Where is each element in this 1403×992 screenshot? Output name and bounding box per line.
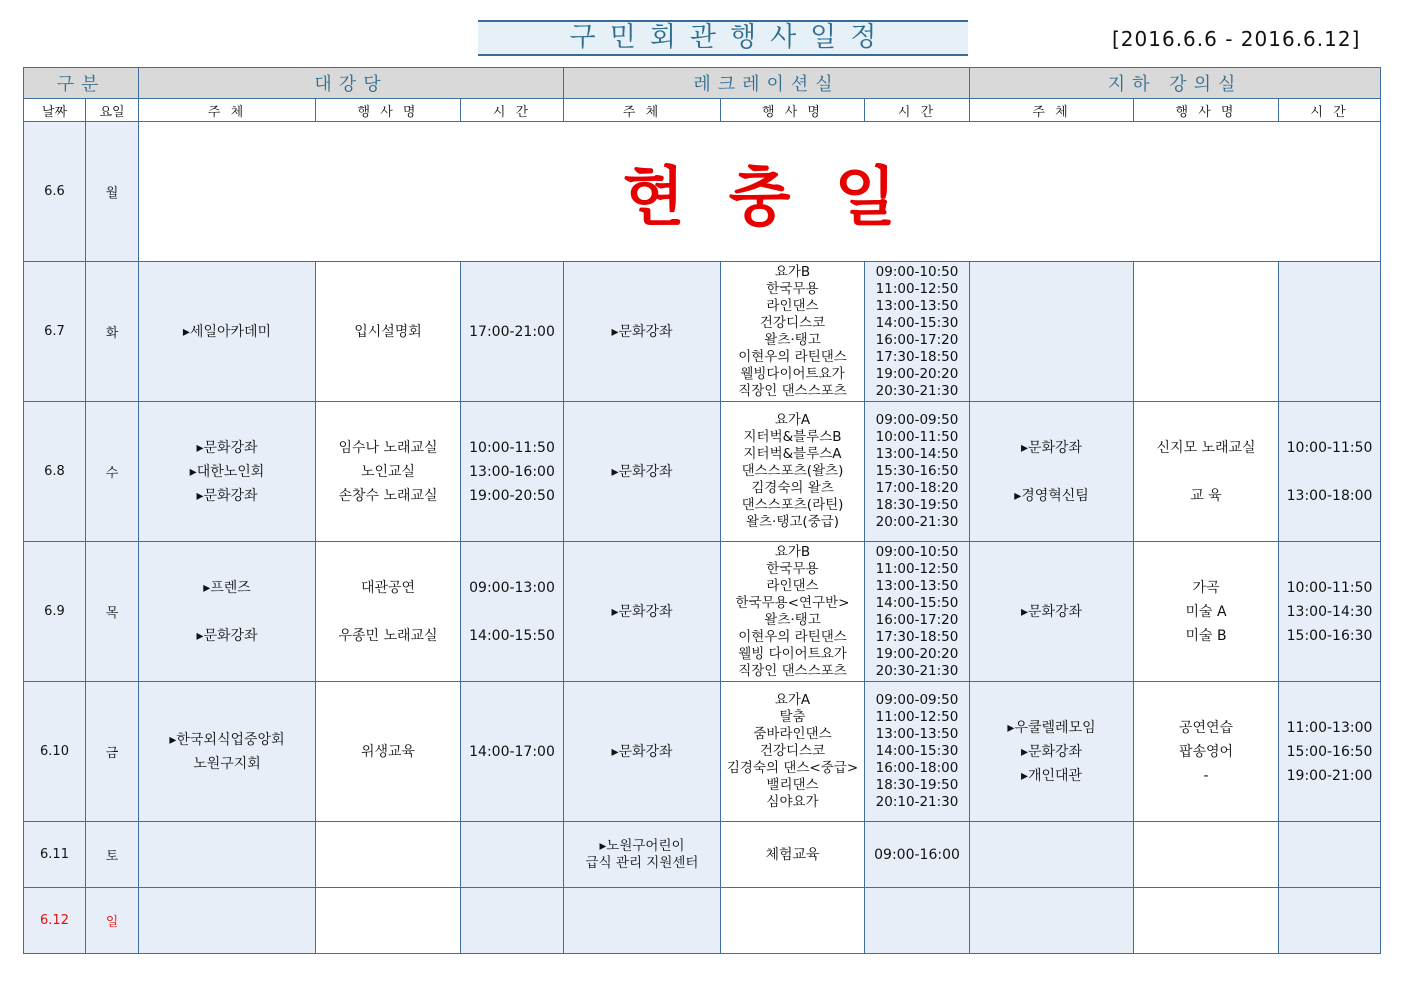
cell-line: 라인댄스 [766, 577, 819, 594]
rec-time-cell [865, 682, 970, 822]
date-cell: 6.10 [24, 682, 86, 822]
base-event-cell [1134, 262, 1279, 402]
cell-line: 공연연습 [1178, 719, 1234, 736]
cell-line: 체험교육 [765, 846, 820, 863]
cell-line: 14:00-17:00 [469, 743, 555, 760]
cell-line: 20:00-21:30 [875, 514, 959, 530]
cell-line: 17:00-18:20 [875, 480, 959, 496]
hall-host-cell [139, 402, 316, 542]
rec-event-cell [721, 542, 865, 682]
rec-time-cell [865, 542, 970, 682]
base-event-cell [1134, 888, 1279, 954]
cell-line [461, 600, 563, 624]
cell-line: 신지모 노래교실 [1156, 439, 1256, 456]
base-host-cell [970, 822, 1134, 888]
hall-time-cell [461, 682, 564, 822]
cell-line: 한국무용 [766, 280, 819, 297]
cell-line: 11:00-12:50 [875, 709, 959, 725]
base-host-cell [970, 888, 1134, 954]
cell-line: 17:00-21:00 [469, 323, 555, 340]
cell-line: 13:00-18:00 [1286, 487, 1373, 504]
header-event: 행 사 명 [1134, 99, 1279, 122]
cell-line: 심야요가 [766, 794, 819, 810]
cell-line: 09:00-16:00 [874, 846, 960, 863]
header-host: 주 체 [564, 99, 721, 122]
header-basement: 지하 강의실 [970, 68, 1381, 99]
rec-event-cell [721, 682, 865, 822]
cell-line: ▸대한노인회 [189, 463, 265, 480]
rec-host-cell [564, 822, 721, 888]
cell-line: 20:30-21:30 [875, 382, 959, 399]
hall-host-cell [139, 542, 316, 682]
hall-time-cell [461, 888, 564, 954]
cell-line: ▸문화강좌 [196, 487, 258, 504]
rec-event-cell [721, 822, 865, 888]
cell-line: 18:30-19:50 [875, 497, 959, 513]
rec-event-cell [721, 888, 865, 954]
cell-line: 10:00-11:50 [1286, 579, 1373, 596]
cell-line: 교 육 [1190, 487, 1222, 504]
cell-line: 한국무용<연구반> [735, 594, 850, 611]
cell-line: ▸세일아카데미 [182, 323, 272, 340]
base-time-cell [1279, 682, 1381, 822]
cell-line: ▸문화강좌 [1020, 743, 1083, 760]
cell-line: 이현우의 라틴댄스 [738, 348, 847, 365]
cell-line: 19:00-20:20 [875, 365, 959, 382]
cell-line: 13:00-16:00 [469, 463, 555, 480]
page-title: 구민회관행사일정 [569, 22, 891, 53]
header-time: 시 간 [1279, 99, 1381, 122]
cell-line: ▸노원구어린이 [599, 837, 685, 854]
cell-line: 11:00-12:50 [875, 280, 959, 297]
cell-line: 16:00-17:20 [875, 331, 959, 348]
cell-line: 라인댄스 [766, 297, 819, 314]
cell-line: 대관공연 [360, 579, 416, 596]
cell-line: 가곡 [1192, 579, 1220, 596]
cell-line: 13:00-14:50 [875, 446, 959, 462]
cell-line: ▸문화강좌 [611, 323, 673, 340]
cell-line: 09:00-09:50 [875, 692, 959, 708]
cell-line: ▸프렌즈 [203, 579, 251, 596]
base-event-cell [1134, 682, 1279, 822]
date-range: [2016.6.6 - 2016.6.12] [1112, 27, 1361, 51]
sub-header-row [24, 99, 1381, 122]
table-row [24, 822, 1381, 888]
cell-line: 13:00-13:50 [875, 726, 959, 742]
cell-line: 15:00-16:30 [1286, 627, 1373, 644]
hall-event-cell [316, 402, 461, 542]
title-banner [478, 20, 968, 56]
cell-line: 왈츠·탱고 [764, 611, 821, 628]
cell-line: ▸문화강좌 [611, 743, 673, 760]
cell-line: ▸문화강좌 [611, 463, 673, 480]
hall-host-cell [139, 888, 316, 954]
cell-line: 09:00-10:50 [875, 543, 959, 560]
cell-line: 댄스스포츠(라틴) [741, 497, 844, 513]
schedule-table [23, 67, 1381, 954]
rec-time-cell [865, 888, 970, 954]
cell-line: 이현우의 라틴댄스 [738, 628, 847, 645]
cell-line: 14:00-15:50 [875, 594, 959, 611]
header-time: 시 간 [865, 99, 970, 122]
cell-line: 건강디스코 [759, 314, 826, 331]
cell-line: 요가B [774, 543, 811, 560]
base-event-cell [1134, 402, 1279, 542]
cell-line: 18:30-19:50 [875, 777, 959, 793]
cell-line: 요가A [774, 412, 811, 428]
cell-line: 19:00-21:00 [1286, 767, 1373, 784]
cell-line [1134, 460, 1278, 484]
table-row [24, 122, 1381, 262]
cell-line: 요가B [774, 263, 811, 280]
cell-line: 직장인 댄스스포츠 [738, 382, 847, 399]
dow-cell: 목 [86, 542, 139, 682]
rec-host-cell [564, 262, 721, 402]
cell-line: 지터벅&블루스B [743, 429, 842, 445]
date-cell: 6.6 [24, 122, 86, 262]
header-event: 행 사 명 [721, 99, 865, 122]
cell-line: 13:00-13:50 [875, 577, 959, 594]
cell-line: 10:00-11:50 [1286, 439, 1373, 456]
header-host: 주 체 [970, 99, 1134, 122]
cell-line: 17:30-18:50 [875, 348, 959, 365]
cell-line: 입시설명회 [354, 323, 422, 340]
rec-host-cell [564, 682, 721, 822]
cell-line: ▸경영혁신팀 [1014, 487, 1089, 504]
base-event-cell [1134, 542, 1279, 682]
hall-time-cell [461, 402, 564, 542]
cell-line: 왈츠·탱고 [764, 331, 821, 348]
cell-line: 20:10-21:30 [875, 794, 959, 810]
cell-line [970, 460, 1133, 484]
header-rec-room: 레크레이션실 [564, 68, 970, 99]
cell-line: 직장인 댄스스포츠 [738, 662, 847, 679]
table-row [24, 682, 1381, 822]
cell-line: 09:00-10:50 [875, 263, 959, 280]
base-time-cell [1279, 402, 1381, 542]
cell-line [139, 600, 315, 624]
date-cell: 6.8 [24, 402, 86, 542]
cell-line: 17:30-18:50 [875, 628, 959, 645]
rec-event-cell [721, 262, 865, 402]
cell-line: 밸리댄스 [766, 777, 819, 793]
cell-line: 15:30-16:50 [875, 463, 959, 479]
hall-host-cell [139, 262, 316, 402]
cell-line: 건강디스코 [759, 743, 826, 759]
base-time-cell [1279, 888, 1381, 954]
cell-line: 09:00-13:00 [469, 579, 555, 596]
table-row [24, 262, 1381, 402]
base-time-cell [1279, 262, 1381, 402]
cell-line: ▸문화강좌 [196, 627, 258, 644]
holiday-cell [139, 122, 1381, 262]
rec-event-cell [721, 402, 865, 542]
rec-time-cell [865, 262, 970, 402]
cell-line: 19:00-20:50 [469, 487, 555, 504]
cell-line [1279, 460, 1380, 484]
cell-line: 왈츠·탱고(중급) [745, 514, 840, 530]
cell-line: 요가A [774, 692, 811, 708]
header-date: 날짜 [24, 99, 86, 122]
cell-line: 지터벅&블루스A [743, 446, 842, 462]
hall-time-cell [461, 262, 564, 402]
cell-line: 노원구지회 [193, 755, 261, 772]
hall-host-cell [139, 682, 316, 822]
base-host-cell [970, 542, 1134, 682]
cell-line: 줌바라인댄스 [753, 726, 832, 742]
hall-event-cell [316, 542, 461, 682]
cell-line: 임수나 노래교실 [338, 439, 438, 456]
table-row [24, 402, 1381, 542]
hall-event-cell [316, 682, 461, 822]
cell-line: 한국무용 [766, 560, 819, 577]
header-host: 주 체 [139, 99, 316, 122]
cell-line: 16:00-18:00 [875, 760, 959, 776]
rec-time-cell [865, 822, 970, 888]
cell-line: 탈춤 [779, 709, 806, 725]
dow-cell: 토 [86, 822, 139, 888]
cell-line: 11:00-13:00 [1286, 719, 1373, 736]
cell-line: 14:00-15:50 [469, 627, 555, 644]
rec-host-cell [564, 888, 721, 954]
cell-line: 김경숙의 댄스<중급> [726, 760, 859, 776]
cell-line: 09:00-09:50 [875, 412, 959, 428]
cell-line: 11:00-12:50 [875, 560, 959, 577]
cell-line: 미술 A [1185, 603, 1227, 620]
cell-line: ▸문화강좌 [611, 603, 673, 620]
holiday-label: 현충일 [622, 160, 941, 235]
base-time-cell [1279, 822, 1381, 888]
header-hall: 대강당 [139, 68, 564, 99]
cell-line: 팝송영어 [1178, 743, 1234, 760]
date-cell: 6.9 [24, 542, 86, 682]
cell-line: 노인교실 [360, 463, 416, 480]
hall-event-cell [316, 822, 461, 888]
cell-line: 13:00-14:30 [1286, 603, 1373, 620]
cell-line: 16:00-17:20 [875, 611, 959, 628]
date-cell: 6.12 [24, 888, 86, 954]
group-header-row [24, 68, 1381, 99]
cell-line: 손창수 노래교실 [338, 487, 438, 504]
base-time-cell [1279, 542, 1381, 682]
cell-line: ▸개인대관 [1020, 767, 1083, 784]
cell-line: 댄스스포츠(왈츠) [741, 463, 844, 479]
cell-line: 10:00-11:50 [469, 439, 555, 456]
hall-host-cell [139, 822, 316, 888]
cell-line: 14:00-15:30 [875, 743, 959, 759]
cell-line: ▸우쿨렐레모임 [1007, 719, 1096, 736]
base-event-cell [1134, 822, 1279, 888]
hall-event-cell [316, 262, 461, 402]
cell-line: 10:00-11:50 [875, 429, 959, 445]
cell-line: - [1203, 767, 1209, 784]
hall-time-cell [461, 822, 564, 888]
base-host-cell [970, 262, 1134, 402]
hall-event-cell [316, 888, 461, 954]
cell-line: 김경숙의 왈츠 [751, 480, 834, 496]
cell-line: 웰빙다이어트요가 [740, 365, 845, 382]
cell-line: 19:00-20:20 [875, 645, 959, 662]
cell-line: 14:00-15:30 [875, 314, 959, 331]
dow-cell: 화 [86, 262, 139, 402]
date-cell: 6.11 [24, 822, 86, 888]
rec-host-cell [564, 402, 721, 542]
date-cell: 6.7 [24, 262, 86, 402]
table-row [24, 542, 1381, 682]
dow-cell: 금 [86, 682, 139, 822]
cell-line: 20:30-21:30 [875, 662, 959, 679]
cell-line: 우종민 노래교실 [338, 627, 438, 644]
header-category: 구분 [24, 68, 139, 99]
rec-host-cell [564, 542, 721, 682]
cell-line: 위생교육 [360, 743, 416, 760]
cell-line: 웰빙 다이어트요가 [738, 645, 847, 662]
cell-line: 15:00-16:50 [1286, 743, 1373, 760]
header-time: 시 간 [461, 99, 564, 122]
cell-line: 13:00-13:50 [875, 297, 959, 314]
cell-line: ▸한국외식업중앙회 [169, 731, 285, 748]
header-event: 행 사 명 [316, 99, 461, 122]
cell-line: 미술 B [1185, 627, 1227, 644]
cell-line: ▸문화강좌 [1020, 439, 1083, 456]
header-dow: 요일 [86, 99, 139, 122]
base-host-cell [970, 402, 1134, 542]
table-row [24, 888, 1381, 954]
dow-cell: 일 [86, 888, 139, 954]
rec-time-cell [865, 402, 970, 542]
cell-line: 급식 관리 지원센터 [585, 854, 699, 871]
hall-time-cell [461, 542, 564, 682]
dow-cell: 수 [86, 402, 139, 542]
base-host-cell [970, 682, 1134, 822]
cell-line [316, 600, 460, 624]
cell-line: ▸문화강좌 [1020, 603, 1083, 620]
dow-cell: 월 [86, 122, 139, 262]
cell-line: ▸문화강좌 [196, 439, 258, 456]
